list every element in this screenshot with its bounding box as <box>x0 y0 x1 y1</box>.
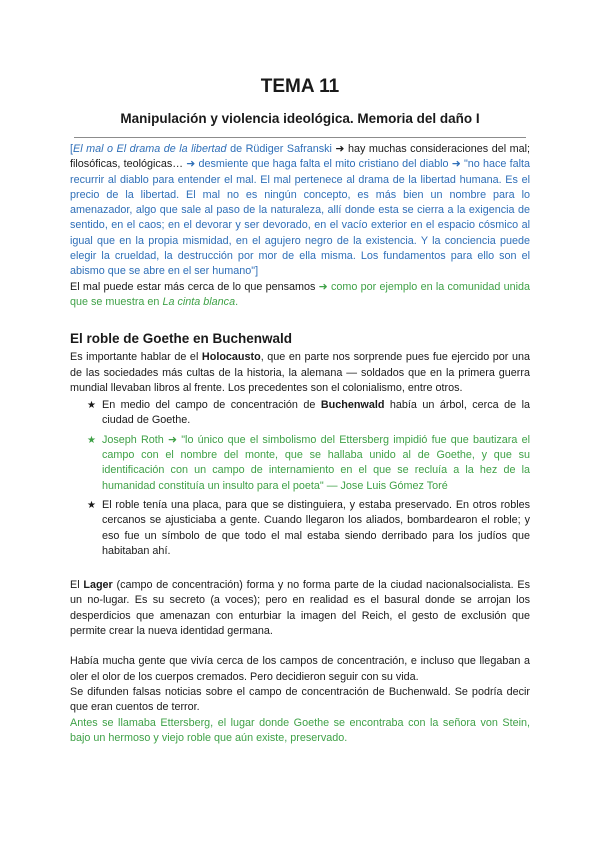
arrow-icon: ➜ <box>451 158 461 171</box>
list-item <box>70 433 530 494</box>
mal-text: El mal puede estar más cerca de lo que pensamos <box>70 280 319 293</box>
list-item <box>70 398 530 429</box>
mal-example: como por ejemplo en la comunidad unida que se muestra en <box>70 280 531 308</box>
author-name: de Rüdiger Safranski <box>226 143 336 155</box>
bullet-text-post: había un árbol, cerca de la ciudad de Goethe. <box>102 399 530 427</box>
section-heading: El roble de Goethe en Buchenwald <box>70 331 293 347</box>
star-icon: ★ <box>87 499 96 511</box>
lager-pre: El <box>70 579 84 592</box>
buchenwald-term: Buchenwald <box>320 399 385 412</box>
spacer <box>70 639 530 654</box>
page-title: TEMA 11 <box>260 76 340 97</box>
book-title: El mal o El drama de la libertad <box>73 143 227 155</box>
arrow-icon: ➜ <box>186 158 196 171</box>
lager-text: (campo de concentración) forma y no forma parte de la ciudad nacionalsocialista. Es un no-lugar. Es su secreto (a voces); pero en realidad es el basural donde se arrojan los desperdicios que amenazan con enturbiar la imagen del Reich, el gesto de exclusión que permite crear la nueva identidad germana. <box>70 579 530 638</box>
closing-paragraph-2: Se difunden falsas noticias sobre el campo de concentración de Buchenwald. Se podría decir que eran cuentos de terror. <box>70 685 530 714</box>
intro-quote <box>70 142 530 280</box>
quote-text-considerations: hay muchas consideraciones del mal; filosóficas, teológicas… <box>70 143 531 171</box>
lager-paragraph <box>70 578 530 639</box>
mal-end: . <box>235 295 239 308</box>
document-page <box>70 0 530 746</box>
quote-open-bracket: [ <box>70 143 73 155</box>
page-subtitle: Manipulación y violencia ideológica. Memoria del daño I <box>120 111 480 126</box>
holocausto-term: Holocausto <box>201 351 261 364</box>
star-icon: ★ <box>87 400 96 412</box>
film-title: La cinta blanca <box>162 295 236 308</box>
closing-paragraph-3: Antes se llamaba Ettersberg, el lugar donde Goethe se encontraba con la señora von Stein, bajo un hermoso y viejo roble que aún existe, preservado. <box>70 716 530 744</box>
quote-text-devil-myth: desmiente que haga falta el mito cristiano del diablo <box>195 158 452 171</box>
intro-text-a: Es importante hablar de el <box>70 351 202 364</box>
star-icon: ★ <box>87 434 96 446</box>
bullet-list <box>70 398 530 559</box>
intro-text-b: , que en parte nos sorprende pues fue ejercido por una de las sociedades más cultas de la historia, la alemana — soldados que en la primera guerra mundial llevaban libros al frente. Los precedentes son el colonialismo, entre otros. <box>70 351 530 394</box>
arrow-icon: ➜ <box>335 143 345 155</box>
arrow-icon: ➜ <box>318 280 328 293</box>
bullet-text: Joseph Roth ➜ "lo único que el simbolismo del Ettersberg impidió fue que bautizara el campo con el nombre del monte, que se hallaba unido al de Goethe, y que su identificación con un campo de internamiento en el que se recluía a la hez de la humanidad constituía un insulto para el poeta" — Jose Luis Gómez Toré <box>102 433 530 492</box>
bullet-text-pre: En medio del campo de concentración de <box>102 399 321 412</box>
closing-paragraph-1: Había mucha gente que vivía cerca de los campos de concentración, e incluso que llegaban a oler el olor de los cuerpos cremados. Pero decidieron seguir con su vida. <box>70 655 530 683</box>
mal-line <box>70 280 530 311</box>
lager-term: Lager <box>83 579 113 592</box>
section-intro <box>70 350 530 396</box>
bullet-text: El roble tenía una placa, para que se distinguiera, y estaba preservado. En otros robles cercanos se ajusticiaba a gente. Cuando llegaron los aliados, bombardearon el roble; y eso fue un símbolo de que todo el mal estaba siendo derribado para los judíos que habitaban ahí. <box>102 498 530 557</box>
quote-body: "no hace falta recurrir al diablo para entender el mal. El mal pertenece al drama de la libertad humana. Es el precio de la libertad. El mal no es ningún concepto, es más bien un nombre para lo amenazador, algo que sale al paso de la naturaleza, allí donde esta se cierra a la exigencia de sentido, en el caos; en el devorar y ser devorado, en el vacío exterior en el espacio cósmico al igual que en la propia mismidad, en el agujero negro de la existencia. Y la conciencia puede elegir la crueldad, la destrucción por mor de ella misma. Los fundamentos para ello son el abismo que se abre en el ser humano"] <box>70 158 530 278</box>
list-item <box>70 498 530 559</box>
title-divider <box>74 137 526 138</box>
spacer <box>70 563 530 578</box>
